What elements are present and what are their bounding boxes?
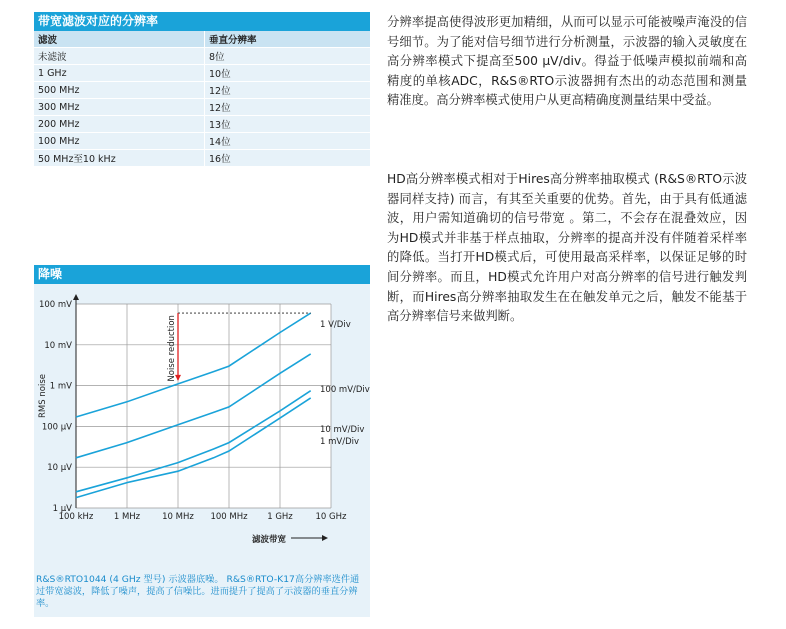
table-row bbox=[34, 48, 370, 65]
chart-caption: R&S®RTO1044 (4 GHz 型号) 示波器底噪。 R&S®RTO-K17高分辨率选件通过带宽滤波，降低了噪声，提高了信噪比。进而提升了提高了示波器的垂直分辨率。 bbox=[36, 574, 360, 609]
y-tick-label: 10 mV bbox=[44, 340, 72, 351]
table-row bbox=[34, 116, 370, 133]
table-row bbox=[34, 82, 370, 99]
x-axis-arrow bbox=[322, 535, 328, 541]
header-filter: 滤波 bbox=[34, 31, 205, 48]
resolution-cell: 16位 bbox=[205, 150, 371, 167]
table-header-row bbox=[34, 31, 370, 48]
resolution-table-panel bbox=[34, 12, 370, 167]
noise-panel-title: 降噪 bbox=[34, 265, 370, 284]
table-row bbox=[34, 150, 370, 167]
filter-cell: 100 MHz bbox=[34, 133, 205, 150]
resolution-cell: 13位 bbox=[205, 116, 371, 133]
x-tick-label: 1 MHz bbox=[113, 512, 141, 522]
x-tick-label: 1 GHz bbox=[267, 512, 293, 522]
resolution-cell: 10位 bbox=[205, 65, 371, 82]
y-tick-label: 1 µV bbox=[52, 504, 72, 514]
resolution-cell: 12位 bbox=[205, 99, 371, 116]
resolution-cell: 12位 bbox=[205, 82, 371, 99]
table-title: 带宽滤波对应的分辨率 bbox=[34, 12, 370, 31]
resolution-table bbox=[34, 31, 370, 167]
x-tick-label: 100 kHz bbox=[58, 512, 94, 522]
series-label: 1 V/Div bbox=[320, 320, 351, 330]
x-tick-label: 100 MHz bbox=[210, 512, 248, 522]
y-axis-label: RMS noise bbox=[38, 374, 48, 418]
x-axis-label: 滤波带宽 bbox=[251, 535, 286, 545]
filter-cell: 200 MHz bbox=[34, 116, 205, 133]
y-tick-label: 100 µV bbox=[41, 422, 72, 433]
x-tick-label: 10 GHz bbox=[315, 512, 347, 522]
table-row bbox=[34, 65, 370, 82]
header-vertical-resolution: 垂直分辨率 bbox=[205, 31, 371, 48]
y-tick-label: 10 µV bbox=[47, 463, 72, 474]
table-row bbox=[34, 133, 370, 150]
paragraph-1: 分辨率提高使得波形更加精细，从而可以显示可能被噪声淹没的信号细节。为了能对信号细节进行分析测量，示波器的输入灵敏度在高分辨率模式下提高至500 µV/div。得益于低噪声模拟前端和高精度的单核ADC，R&S®RTO示波器拥有杰出的动态范围和测量精准度。高分辨率模式使用户从更高精确度测量结果中受益。 bbox=[387, 15, 747, 108]
noise-reduction-label: Noise reduction bbox=[167, 315, 177, 382]
noise-reduction-panel bbox=[34, 265, 370, 617]
filter-cell: 300 MHz bbox=[34, 99, 205, 116]
resolution-cell: 14位 bbox=[205, 133, 371, 150]
filter-cell: 未滤波 bbox=[34, 48, 205, 65]
series-label: 10 mV/Div bbox=[320, 425, 365, 435]
filter-cell: 1 GHz bbox=[34, 65, 205, 82]
series-label: 100 mV/Div bbox=[320, 385, 370, 395]
y-axis-arrow bbox=[73, 294, 79, 300]
table-row bbox=[34, 99, 370, 116]
filter-cell: 500 MHz bbox=[34, 82, 205, 99]
series-label: 1 mV/Div bbox=[320, 437, 360, 447]
resolution-cell: 8位 bbox=[205, 48, 371, 65]
x-tick-label: 10 MHz bbox=[162, 512, 194, 522]
filter-cell: 50 MHz至10 kHz bbox=[34, 150, 205, 167]
y-tick-label: 1 mV bbox=[49, 381, 72, 392]
y-tick-label: 100 mV bbox=[38, 300, 72, 310]
noise-chart bbox=[34, 284, 370, 572]
paragraph-2: HD高分辨率模式相对于Hires高分辨率抽取模式 (R&S®RTO示波器同样支持) 而言，有其至关重要的优势。首先，由于具有低通滤波，用户需知道确切的信号带宽 。第二，不会存在混叠效应，因为HD模式并非基于样点抽取，分辨率的提高并没有伴随着采样率的降低。当打开HD模式后，可使用最高采样率，以保证足够的时间分辨率。而且，HD模式允许用户对高分辨率的信号进行触发判断，而Hires高分辨率抽取发生在在触发单元之后，触发不能基于高分辨率信号来做判断。 bbox=[387, 172, 747, 324]
